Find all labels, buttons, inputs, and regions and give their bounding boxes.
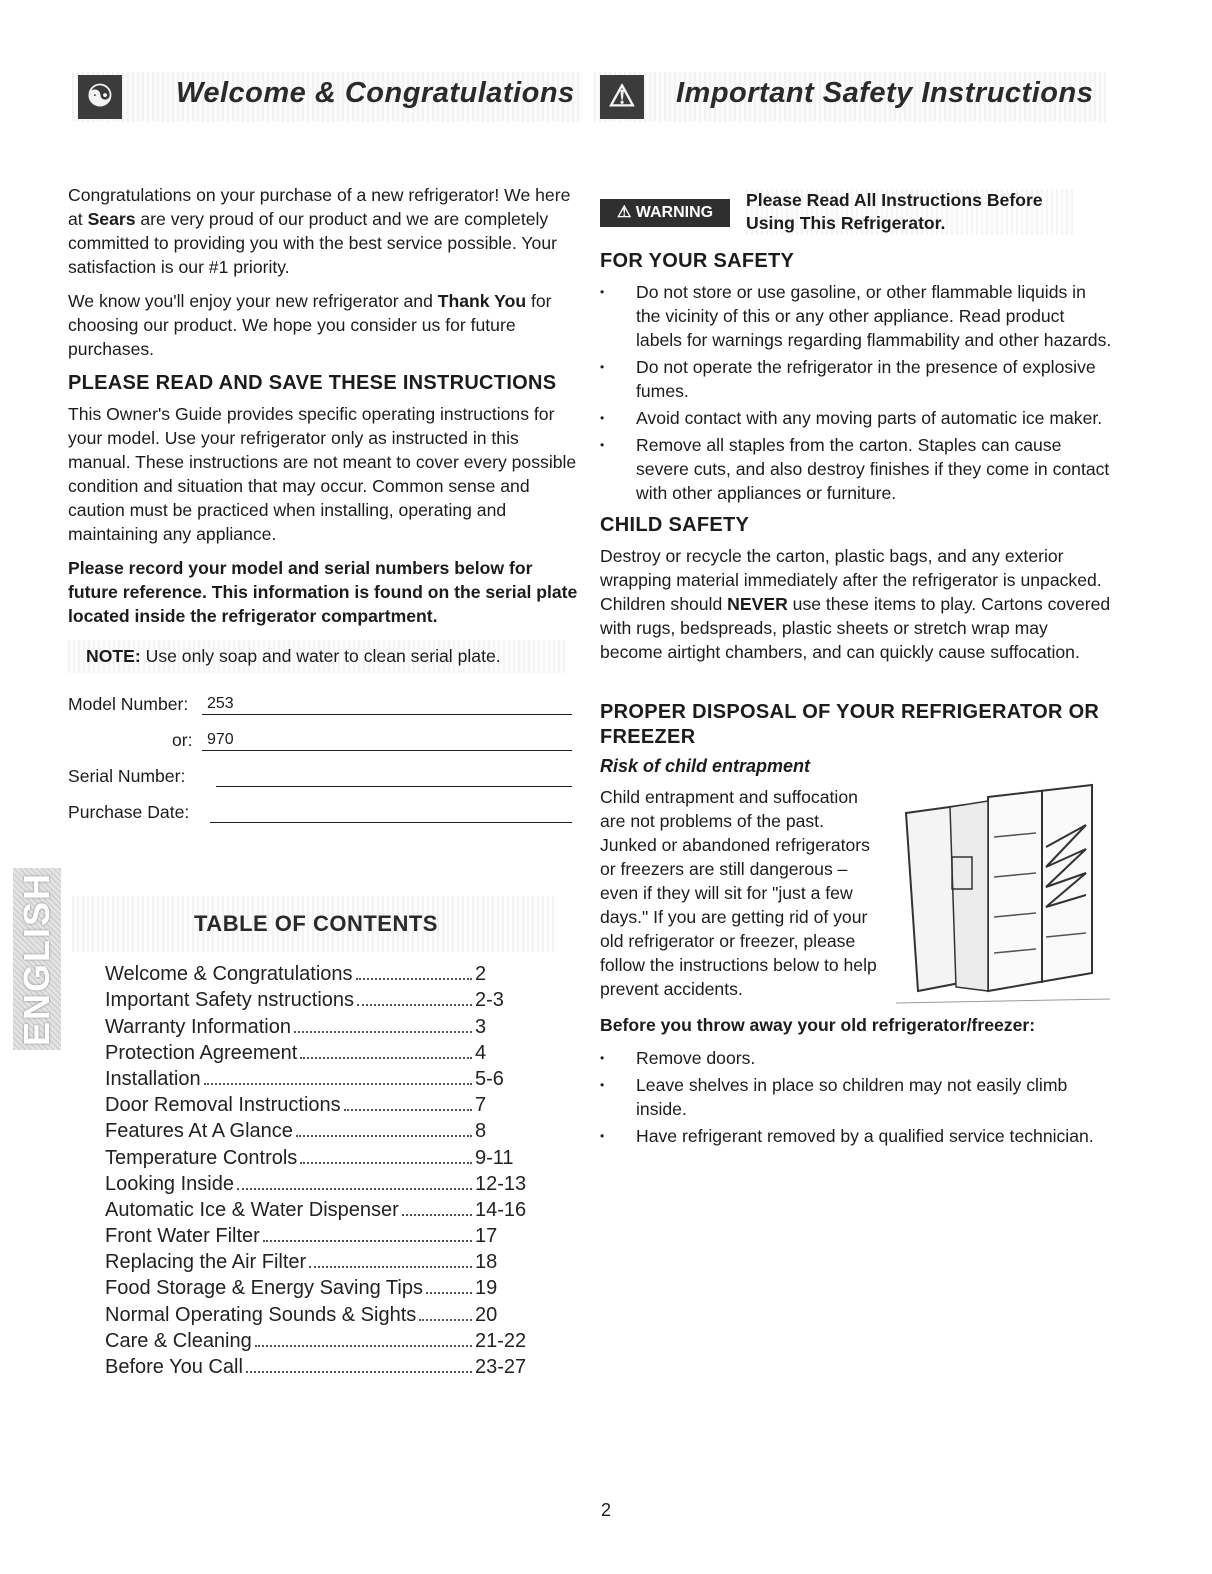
child-safety-paragraph: Destroy or recycle the carton, plastic bags, and any exterior wrapping material immediately after the refrigerator is unpacked. Children should NEVER use these items to play. Cartons covered with rugs, bedspreads, plastic sheets or stretch wrap may become airtight chambers, and can quickly cause suffocation. <box>600 546 1111 662</box>
safety-title: Important Safety Instructions <box>676 77 1094 109</box>
safety-column <box>600 189 1112 1156</box>
disposal-paragraph: Child entrapment and suffocation are not problems of the past. Junked or abandoned refrigerators or freezers are still dangerous – even if they will sit for "just a few days." If you are getting rid of your old refrigerator or freezer, please follow the instructions below to help prevent accidents. <box>600 787 877 999</box>
page-number: 2 <box>600 1500 611 1520</box>
handshake-icon: ☯ <box>78 75 122 119</box>
save-instructions-heading: PLEASE READ AND SAVE THESE INSTRUCTIONS <box>68 372 557 394</box>
toc-entry: Front Water Filter 17 <box>105 1225 498 1248</box>
safety-header <box>594 72 1106 122</box>
language-side-tab: ENGLISH <box>13 868 61 1050</box>
your-safety-heading: FOR YOUR SAFETY <box>600 250 795 272</box>
alt-model-number-field: or: 970 <box>68 721 580 757</box>
child-safety-heading: CHILD SAFETY <box>600 514 750 536</box>
disposal-bullet: • Leave shelves in place so children may not easily climb inside. <box>600 1073 1112 1121</box>
welcome-header <box>72 72 582 122</box>
toc-entry: Food Storage & Energy Saving Tips 19 <box>105 1277 498 1300</box>
welcome-title: Welcome & Congratulations <box>176 77 575 109</box>
welcome-paragraph-1: Congratulations on your purchase of a new refrigerator! We here at Sears are very proud of our product and we are completely committed to providing you with the best service possible. Your satisfaction is our #1 priority. <box>68 185 571 277</box>
toc-entry: Door Removal Instructions 7 <box>105 1094 487 1117</box>
toc-entry: Protection Agreement 4 <box>105 1041 487 1064</box>
toc-entry: Normal Operating Sounds & Sights 20 <box>105 1303 498 1326</box>
disposal-bullet: • Remove doors. <box>600 1046 1112 1070</box>
risk-subheading: Risk of child entrapment <box>600 756 811 776</box>
toc-entry: Welcome & Congratulations 2 <box>105 963 487 986</box>
model-number-field: Model Number: 253 <box>68 685 580 721</box>
toc-entry: Important Safety nstructions 2-3 <box>105 989 504 1012</box>
welcome-paragraph-2: We know you'll enjoy your new refrigerator and Thank You for choosing our product. We hope you consider us for future purchases. <box>68 291 552 359</box>
toc-entry: Looking Inside 12-13 <box>105 1172 527 1195</box>
toc-entry: Care & Cleaning 21-22 <box>105 1329 527 1352</box>
serial-number-field: Serial Number: <box>68 757 580 793</box>
owners-guide-paragraph: This Owner's Guide provides specific operating instructions for your model. Use your refrigerator only as instructed in this manual. These instructions are not meant to cover every possible condition and situation that may occur. Common sense and caution must be practiced when installing, operating and maintaining any appliance. <box>68 404 577 544</box>
disposal-heading: PROPER DISPOSAL OF YOUR REFRIGERATOR OR FREEZER <box>600 701 1100 748</box>
warning-badge: ⚠ WARNING <box>600 199 730 227</box>
warning-banner: ⚠ WARNING Please Read All Instructions Before Using This Refrigerator. <box>600 189 1112 245</box>
safety-bullet: • Remove all staples from the carton. Staples can cause severe cuts, and also destroy finishes if they come in contact with other appliances or furniture. <box>600 433 1112 505</box>
your-safety-list <box>600 280 1112 505</box>
model-number-value: 253 <box>207 695 234 712</box>
toc-entry: Before You Call 23-27 <box>105 1356 527 1378</box>
record-numbers-text: Please record your model and serial numbers below for future reference. This information is found on the serial plate located inside the refrigerator compartment. <box>68 558 578 626</box>
warning-triangle-icon: ⚠ <box>600 75 644 119</box>
table-of-contents <box>105 960 535 1379</box>
safety-bullet: • Do not operate the refrigerator in the presence of explosive fumes. <box>600 355 1112 403</box>
welcome-column <box>68 183 580 829</box>
safety-bullet: • Avoid contact with any moving parts of automatic ice maker. <box>600 406 1112 430</box>
refrigerator-illustration <box>896 777 1110 1009</box>
before-throwing-heading: Before you throw away your old refrigerator/freezer: <box>600 1015 1036 1035</box>
before-throwing-list <box>600 1046 1112 1148</box>
toc-entry: Temperature Controls 9-11 <box>105 1146 514 1169</box>
toc-entry: Automatic Ice & Water Dispenser 14-16 <box>105 1198 527 1221</box>
toc-entry: Warranty Information 3 <box>105 1015 487 1038</box>
toc-title-band: TABLE OF CONTENTS <box>72 896 556 952</box>
disposal-bullet: • Have refrigerant removed by a qualified service technician. <box>600 1124 1112 1148</box>
toc-entry: Features At A Glance 8 <box>105 1120 487 1143</box>
serial-plate-note: NOTE: Use only soap and water to clean serial plate. <box>68 640 566 673</box>
toc-entry: Replacing the Air Filter 18 <box>105 1251 498 1274</box>
purchase-date-field: Purchase Date: <box>68 793 580 829</box>
safety-bullet: • Do not store or use gasoline, or other flammable liquids in the vicinity of this or any other appliance. Read product labels for warnings regarding flammability and other hazards. <box>600 280 1112 352</box>
alt-model-number-value: 970 <box>207 731 234 748</box>
toc-entry: Installation 5-6 <box>105 1067 504 1090</box>
